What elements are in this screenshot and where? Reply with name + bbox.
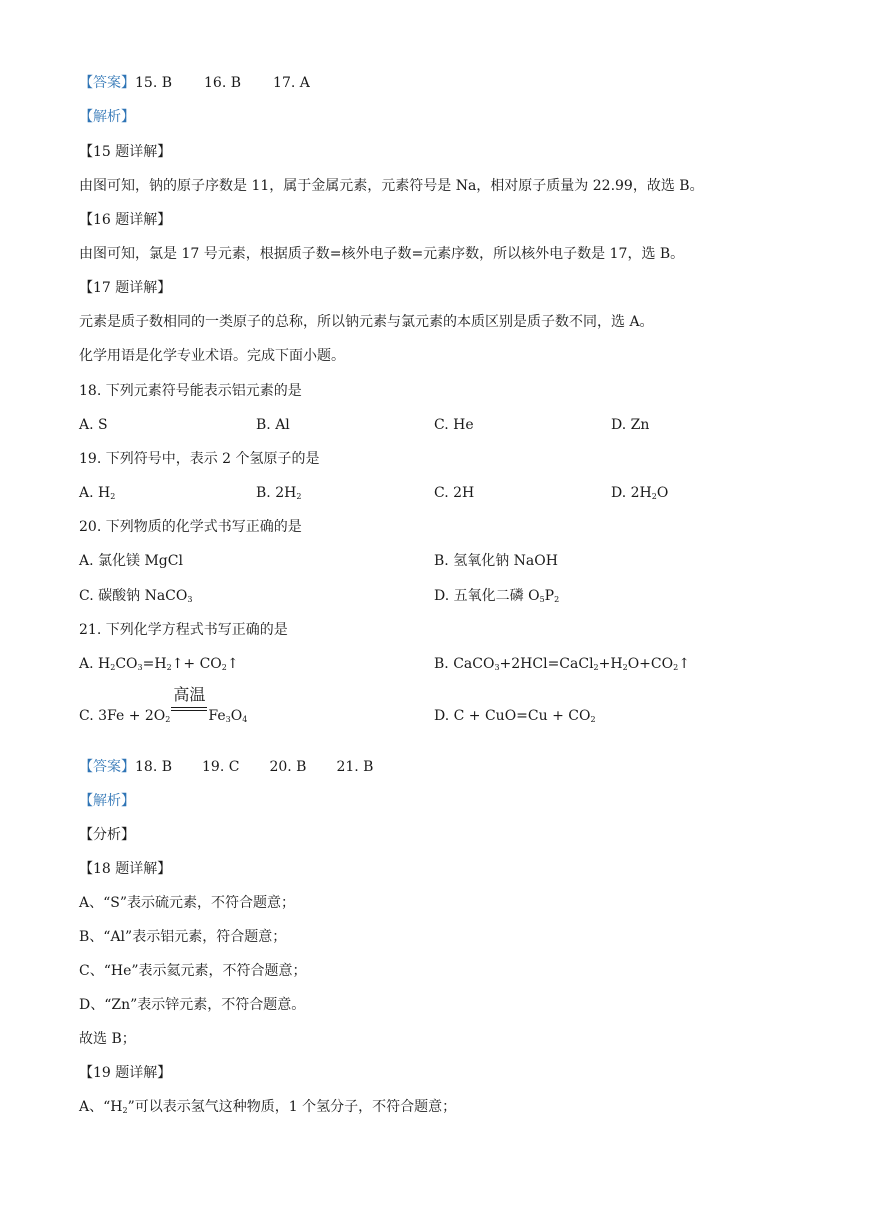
answer-item: 18. B: [135, 759, 173, 775]
detail-18-tag: 【18 题详解】: [79, 861, 172, 877]
q20-option-a: A. 氯化镁 MgCl: [79, 553, 183, 569]
analysis-tag: 【解析】: [79, 109, 135, 125]
answer-line-2: [79, 757, 373, 777]
q18-stem: 18. 下列元素符号能表示铝元素的是: [79, 383, 302, 399]
detail-19-tag: 【19 题详解】: [79, 1065, 172, 1081]
q19-option-d: D. $2H_2O$: [611, 485, 669, 501]
q18-option-c: C. He: [434, 417, 474, 433]
q21-option-b: B. $CaCO_3+2HCl=CaCl_2+H_2O+CO_2↑$: [434, 656, 690, 672]
answer-item: 17. A: [273, 75, 310, 91]
answer-item: 16. B: [204, 75, 242, 91]
q19-option-c: C. 2H: [434, 485, 475, 501]
detail-18-line: A、“S”表示硫元素，不符合题意；: [79, 895, 296, 911]
q20-option-c: C. 碳酸钠 NaCO$_3$: [79, 588, 193, 604]
answer-tag: 【答案】: [79, 759, 135, 775]
q21-stem: 21. 下列化学方程式书写正确的是: [79, 622, 288, 638]
q20-option-d: D. 五氧化二磷 $O_5P_2$: [434, 588, 560, 604]
q20-stem: 20. 下列物质的化学式书写正确的是: [79, 519, 302, 535]
q21-option-c: C. $3Fe + 2O_2$ 高温 $Fe_3O_4$: [79, 685, 248, 724]
detail-18-line: B、“Al”表示铝元素，符合题意；: [79, 929, 287, 945]
detail-17-tag: 【17 题详解】: [79, 280, 172, 296]
q19-stem: 19. 下列符号中，表示 2 个氢原子的是: [79, 451, 320, 467]
detail-16-tag: 【16 题详解】: [79, 212, 172, 228]
answer-item: 21. B: [336, 759, 374, 775]
q21-option-a: A. $H_2CO_3=H_2↑+$ $CO_2↑$: [79, 656, 239, 672]
detail-17-text: 元素是质子数相同的一类原子的总称，所以钠元素与氯元素的本质区别是质子数不同，选 A。: [79, 314, 654, 330]
answer-line-1: [79, 73, 310, 93]
analysis-tag: 【解析】: [79, 793, 135, 809]
detail-18-line: D、“Zn”表示锌元素，不符合题意。: [79, 997, 306, 1013]
detail-15-tag: 【15 题详解】: [79, 144, 172, 160]
detail-16-text: 由图可知，氯是 17 号元素，根据质子数=核外电子数=元素序数，所以核外电子数是 17，选 B。: [79, 246, 685, 262]
q19-option-a: A. $H_2$: [79, 485, 116, 501]
detail-18-line: 故选 B；: [79, 1031, 136, 1047]
q18-option-d: D. Zn: [611, 417, 650, 433]
q20-option-b: B. 氢氧化钠 NaOH: [434, 553, 558, 569]
answer-item: 15. B: [135, 75, 173, 91]
detail-15-text: 由图可知，钠的原子序数是 11，属于金属元素，元素符号是 Na，相对原子质量为 22.99，故选 B。: [79, 178, 704, 194]
answer-tag: 【答案】: [79, 75, 135, 91]
q18-option-b: B. Al: [256, 417, 290, 433]
q21-option-d: D. $C + CuO=Cu + CO_2$: [434, 708, 596, 724]
q19-option-b: B. $2H_2$: [256, 485, 302, 501]
detail-18-line: C、“He”表示氦元素，不符合题意；: [79, 963, 307, 979]
detail-19-line: A、“$H_2$”可以表示氢气这种物质，1 个氢分子，不符合题意；: [79, 1099, 457, 1115]
q18-option-a: A. S: [79, 417, 108, 433]
section-intro: 化学用语是化学专业术语。完成下面小题。: [79, 348, 345, 364]
analysis-sub-tag: 【分析】: [79, 827, 135, 843]
answer-item: 19. C: [202, 759, 240, 775]
answer-item: 20. B: [269, 759, 307, 775]
reaction-condition: 高温: [171, 706, 207, 726]
